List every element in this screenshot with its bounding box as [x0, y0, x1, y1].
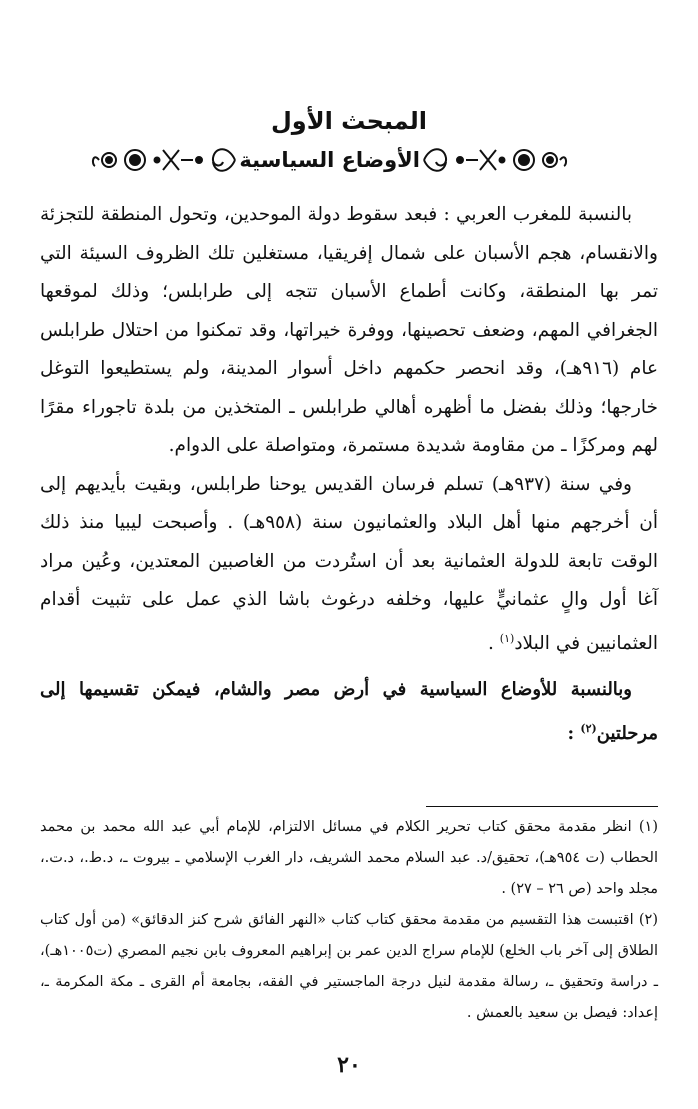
paragraph-egypt-sham-end: :: [567, 722, 581, 744]
main-text: [40, 196, 658, 753]
flourish-ornament-right-icon: [420, 140, 570, 180]
footnote-marker-2[interactable]: (٢): [580, 721, 597, 735]
paragraph-libya-end: .: [488, 632, 500, 654]
paragraph-maghreb-text: بالنسبة للمغرب العربي : فبعد سقوط دولة الموحدين، وتحول المنطقة للتجزئة والانقسام، هجم الأسبان على شمال إفريقيا، مستغلين تلك الظروف السيئة التي تمر بها المنطقة، وكانت أطماع الأسبان تتجه إلى طرابلس؛ وذلك لموقعها الجغرافي المهم، وضعف تحصينها، ووفرة خيراتها، وقد تمكنوا من احتلال طرابلس عام (٩١٦هـ)، وقد انحصر حكمهم داخل أسوار المدينة، ولم يستطيعوا التوغل خارجها؛ وذلك بفضل ما أظهره أهالي طرابلس ـ المتخذين من بلدة تاجوراء مقرًا لهم ومركزًا ـ من مقاومة شديدة مستمرة، ومتواصلة على الدوام.: [40, 204, 658, 456]
footnote-1: (١) انظر مقدمة محقق كتاب تحرير الكلام في مسائل الالتزام، للإمام أبي عبد الله محمد بن محمد الحطاب (ت ٩٥٤هـ)، تحقيق/د. عبد السلام محمد الشريف، دار الغرب الإسلامي ـ بيروت ـ، د.ط.، د.ت.، مجلد واحد (ص ٢٦ – ٢٧) .: [40, 819, 658, 897]
footnote-separator: [426, 806, 658, 807]
footnotes: [40, 812, 658, 1029]
footnote-2: (٢) اقتبست هذا التقسيم من مقدمة محقق كتاب كتاب «النهر الفائق شرح كنز الدقائق» (من أول كتاب الطلاق إلى آخر باب الخلع) للإمام سراج الدين عمر بن إبراهيم المعروف بابن نجيم المصري (ت١٠٠٥هـ)، ـ دراسة وتحقيق ـ، رسالة مقدمة لنيل درجة الماجستير في الفقه، بجامعة أم القرى ـ مكة المكرمة ـ، إعداد: فيصل بن سعيد بالعمش .: [40, 912, 658, 1021]
page-number: ٢٠: [337, 1052, 361, 1078]
section-title: المبحث الأول: [270, 107, 428, 135]
paragraph-libya-text: وفي سنة (٩٣٧هـ) تسلم فرسان القديس يوحنا طرابلس، وبقيت بأيديهم إلى أن أخرجهم منها أهل البلاد والعثمانيون سنة (٩٥٨هـ) . وأصبحت ليبيا منذ ذلك الوقت تابعة للدولة العثمانية بعد أن استُردت من الغاصبين المعتدين، وعُين مراد آغا أول والٍ عثمانيٍّ عليها، وخلفه درغوث باشا الذي عمل على تثبيت أقدام العثمانيين في البلاد: [40, 473, 658, 654]
footnote-marker-1[interactable]: (١): [499, 631, 515, 645]
flourish-ornament-left-icon: [89, 140, 239, 180]
paragraph-maghreb: [40, 196, 658, 466]
paragraph-libya: [40, 466, 658, 664]
paragraph-egypt-sham: [40, 671, 658, 753]
subtitle-row: [128, 138, 570, 182]
paragraph-egypt-sham-text: وبالنسبة للأوضاع السياسية في أرض مصر والشام، فيمكن تقسيمها إلى مرحلتين: [40, 679, 658, 744]
subtitle: الأوضاع السياسية: [239, 148, 420, 172]
